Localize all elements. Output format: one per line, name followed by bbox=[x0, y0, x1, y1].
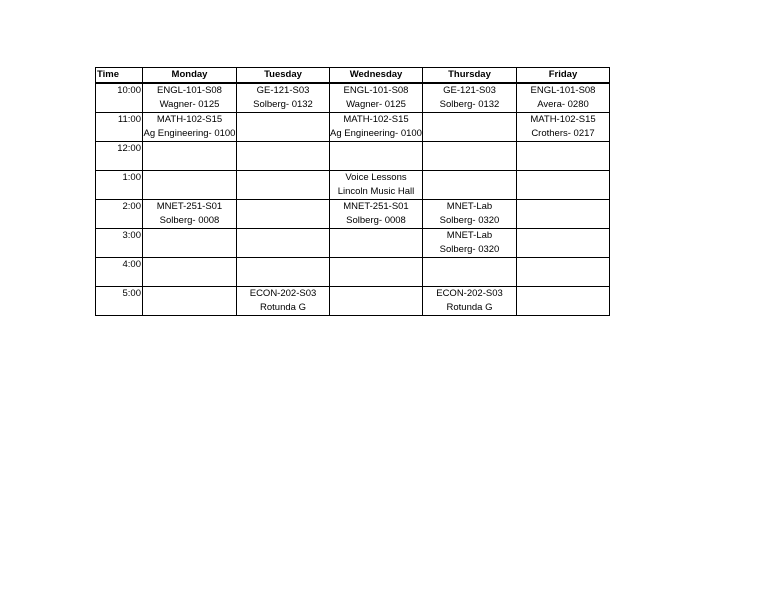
course-code bbox=[423, 258, 516, 272]
course-location bbox=[517, 243, 609, 257]
course-location bbox=[517, 185, 609, 199]
schedule-cell-friday bbox=[517, 200, 610, 229]
course-location bbox=[237, 272, 329, 286]
schedule-cell-wednesday bbox=[330, 142, 423, 171]
course-location: Wagner- 0125 bbox=[346, 99, 406, 110]
course-location bbox=[330, 272, 422, 286]
course-location bbox=[143, 156, 236, 170]
course-code bbox=[237, 142, 329, 156]
schedule-cell-thursday bbox=[423, 171, 517, 200]
schedule-row bbox=[96, 113, 610, 142]
course-location bbox=[517, 272, 609, 286]
schedule-cell-tuesday bbox=[237, 229, 330, 258]
schedule-cell-wednesday bbox=[330, 113, 423, 142]
schedule-cell-thursday bbox=[423, 287, 517, 316]
course-location bbox=[143, 185, 236, 199]
course-code bbox=[237, 171, 329, 185]
course-code bbox=[237, 200, 329, 214]
schedule-cell-wednesday bbox=[330, 287, 423, 316]
schedule-cell-wednesday bbox=[330, 258, 423, 287]
course-code: ENGL-101-S08 bbox=[530, 85, 596, 96]
schedule-cell-friday bbox=[517, 171, 610, 200]
schedule-cell-thursday bbox=[423, 83, 517, 113]
course-location bbox=[237, 127, 329, 141]
course-code bbox=[517, 142, 609, 156]
course-code bbox=[237, 113, 329, 127]
course-location: Solberg- 0132 bbox=[253, 99, 313, 110]
course-code bbox=[330, 229, 422, 243]
course-location bbox=[237, 156, 329, 170]
course-code bbox=[517, 258, 609, 272]
course-location bbox=[517, 301, 609, 315]
course-location bbox=[423, 272, 516, 286]
schedule-cell-monday bbox=[143, 287, 237, 316]
schedule-cell-thursday bbox=[423, 229, 517, 258]
course-code: MNET-251-S01 bbox=[343, 201, 409, 212]
day-header-tuesday: Tuesday bbox=[237, 68, 330, 84]
course-code bbox=[517, 171, 609, 185]
schedule-cell-thursday bbox=[423, 258, 517, 287]
schedule-row bbox=[96, 258, 610, 287]
time-slot: 4:00 bbox=[96, 258, 143, 287]
schedule-cell-monday bbox=[143, 258, 237, 287]
course-location bbox=[330, 243, 422, 257]
day-header-wednesday: Wednesday bbox=[330, 68, 423, 84]
course-code bbox=[330, 258, 422, 272]
course-code: ECON-202-S03 bbox=[249, 288, 317, 299]
course-location bbox=[423, 185, 516, 199]
course-location: Ag Engineering- 0100 bbox=[330, 128, 422, 139]
course-location bbox=[517, 214, 609, 228]
course-code bbox=[237, 258, 329, 272]
course-location bbox=[143, 243, 236, 257]
day-header-monday: Monday bbox=[143, 68, 237, 84]
schedule-row bbox=[96, 142, 610, 171]
schedule-cell-friday bbox=[517, 83, 610, 113]
schedule-cell-monday bbox=[143, 113, 237, 142]
schedule-cell-friday bbox=[517, 113, 610, 142]
schedule-cell-tuesday bbox=[237, 258, 330, 287]
course-location: Avera- 0280 bbox=[537, 99, 589, 110]
time-slot: 1:00 bbox=[96, 171, 143, 200]
schedule-cell-monday bbox=[143, 200, 237, 229]
course-code bbox=[143, 287, 236, 301]
schedule-cell-friday bbox=[517, 142, 610, 171]
schedule-cell-tuesday bbox=[237, 83, 330, 113]
course-location bbox=[143, 301, 236, 315]
schedule-cell-monday bbox=[143, 171, 237, 200]
course-location: Solberg- 0320 bbox=[439, 244, 500, 255]
time-slot: 11:00 bbox=[96, 113, 143, 142]
time-slot: 12:00 bbox=[96, 142, 143, 171]
course-code: ENGL-101-S08 bbox=[157, 85, 222, 96]
course-code: MATH-102-S15 bbox=[343, 114, 409, 125]
schedule-cell-monday bbox=[143, 83, 237, 113]
schedule-row bbox=[96, 200, 610, 229]
schedule-cell-friday bbox=[517, 258, 610, 287]
course-code bbox=[330, 287, 422, 301]
schedule-cell-monday bbox=[143, 142, 237, 171]
course-location: Solberg- 0132 bbox=[439, 99, 500, 110]
time-column-header: Time bbox=[96, 68, 143, 84]
schedule-cell-wednesday bbox=[330, 83, 423, 113]
course-location: Ag Engineering- 0100 bbox=[143, 128, 236, 139]
course-code: ENGL-101-S08 bbox=[343, 85, 409, 96]
course-location: Rotunda G bbox=[446, 302, 493, 313]
schedule-cell-wednesday bbox=[330, 200, 423, 229]
schedule-cell-wednesday bbox=[330, 171, 423, 200]
course-location: Lincoln Music Hall bbox=[337, 186, 415, 197]
schedule-row bbox=[96, 171, 610, 200]
schedule-cell-tuesday bbox=[237, 113, 330, 142]
day-header-thursday: Thursday bbox=[423, 68, 517, 84]
course-location bbox=[330, 301, 422, 315]
schedule-row bbox=[96, 83, 610, 113]
schedule-cell-friday bbox=[517, 287, 610, 316]
class-schedule-table bbox=[95, 67, 610, 316]
time-slot: 10:00 bbox=[96, 83, 143, 113]
course-location bbox=[423, 156, 516, 170]
course-code: ECON-202-S03 bbox=[436, 288, 503, 299]
schedule-cell-tuesday bbox=[237, 171, 330, 200]
course-code bbox=[423, 142, 516, 156]
schedule-header bbox=[96, 68, 610, 84]
course-location bbox=[517, 156, 609, 170]
course-location bbox=[237, 243, 329, 257]
schedule-cell-friday bbox=[517, 229, 610, 258]
course-code: MATH-102-S15 bbox=[156, 114, 223, 125]
course-code: MNET-Lab bbox=[446, 201, 493, 212]
course-code: MATH-102-S15 bbox=[530, 114, 596, 125]
course-location bbox=[143, 272, 236, 286]
schedule-cell-monday bbox=[143, 229, 237, 258]
course-code bbox=[143, 171, 236, 185]
schedule-row bbox=[96, 229, 610, 258]
course-code bbox=[517, 200, 609, 214]
course-code bbox=[517, 229, 609, 243]
course-code: GE-121-S03 bbox=[256, 85, 310, 96]
header-row bbox=[96, 68, 610, 84]
course-code: Voice Lessons bbox=[345, 172, 407, 183]
course-location bbox=[237, 214, 329, 228]
time-slot: 3:00 bbox=[96, 229, 143, 258]
course-code bbox=[517, 287, 609, 301]
time-slot: 2:00 bbox=[96, 200, 143, 229]
course-code: MNET-Lab bbox=[446, 230, 493, 241]
schedule-body bbox=[96, 83, 610, 316]
time-slot: 5:00 bbox=[96, 287, 143, 316]
day-header-friday: Friday bbox=[517, 68, 610, 84]
course-location: Solberg- 0008 bbox=[346, 215, 406, 226]
schedule-cell-tuesday bbox=[237, 200, 330, 229]
course-code: GE-121-S03 bbox=[443, 85, 496, 96]
schedule-cell-tuesday bbox=[237, 142, 330, 171]
course-location: Solberg- 0008 bbox=[159, 215, 220, 226]
course-code bbox=[143, 142, 236, 156]
course-location: Rotunda G bbox=[260, 302, 306, 313]
course-code bbox=[143, 229, 236, 243]
schedule-cell-thursday bbox=[423, 142, 517, 171]
course-location: Wagner- 0125 bbox=[159, 99, 220, 110]
course-location: Crothers- 0217 bbox=[531, 128, 595, 139]
course-location: Solberg- 0320 bbox=[439, 215, 500, 226]
course-location bbox=[237, 185, 329, 199]
course-code bbox=[330, 142, 422, 156]
schedule-cell-wednesday bbox=[330, 229, 423, 258]
course-code: MNET-251-S01 bbox=[156, 201, 223, 212]
schedule-cell-tuesday bbox=[237, 287, 330, 316]
course-code bbox=[423, 113, 516, 127]
course-code bbox=[143, 258, 236, 272]
course-code bbox=[423, 171, 516, 185]
course-location bbox=[423, 127, 516, 141]
schedule-row bbox=[96, 287, 610, 316]
course-location bbox=[330, 156, 422, 170]
schedule-cell-thursday bbox=[423, 113, 517, 142]
course-code bbox=[237, 229, 329, 243]
schedule-cell-thursday bbox=[423, 200, 517, 229]
